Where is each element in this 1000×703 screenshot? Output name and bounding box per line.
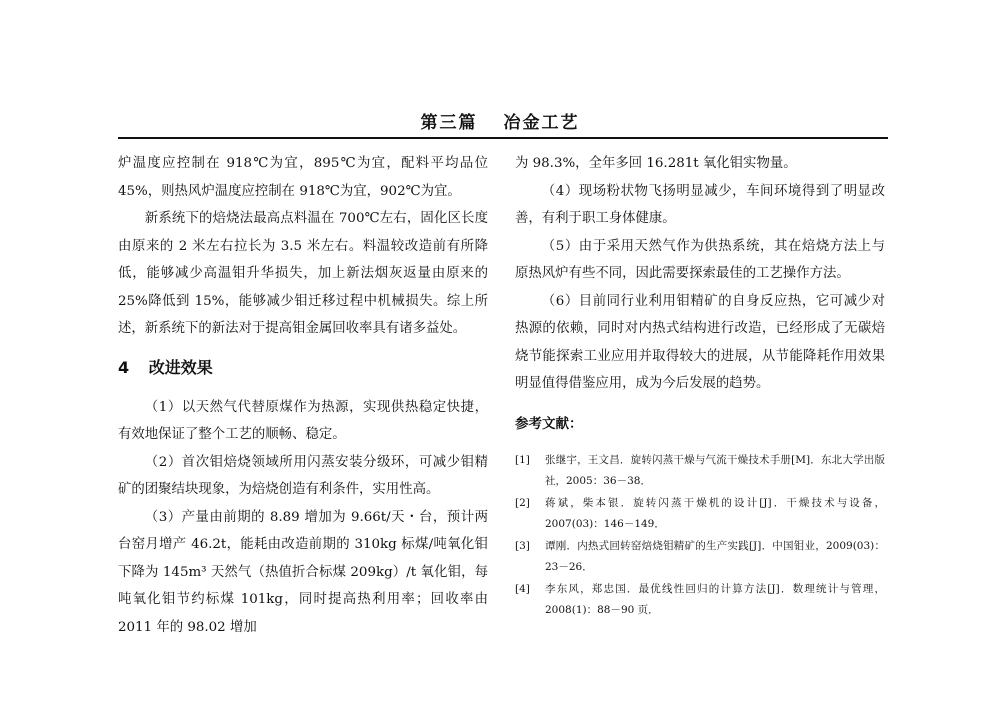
references-heading: 参考文献： [515,415,583,432]
reference-item [515,536,885,578]
paragraph: （4）现场粉状物飞扬明显减少，车间环境得到了明显改善，有利于职工身体健康。 [515,183,885,226]
paragraph: （5）由于采用天然气作为供热系统，其在焙烧方法上与原热风炉有些不同，因此需要探索最佳的工艺操作方法。 [515,238,885,281]
reference-index: [1] [515,453,530,466]
left-column [118,150,488,641]
reference-item [515,579,885,621]
references-list [515,450,885,621]
page-header [0,108,1000,133]
paragraph: （3）产量由前期的 8.89 增加为 9.66t/天・台，预计两台窑月增产 46.2t，能耗由改造前期的 310kg 标煤/吨氧化钼下降为 145m³ 天然气（热值折合标煤 209kg）/t 氧化钼，每吨氧化钼节约标煤 101kg，同时提高热利用率；回收率由 2011 年的 98.02 增加 [118,509,488,635]
header-part: 第三篇 [420,113,478,133]
reference-text: 谭刚．内热式回转窑焙烧钼精矿的生产实践[J]．中国钼业，2009(03)：23－26． [545,539,885,573]
reference-text: 李东风，郑忠国．最优线性回归的计算方法[J]．数理统计与管理，2008(1)：88－90 页． [545,582,885,616]
reference-item [515,493,885,535]
header-divider [118,137,888,139]
paragraph: （6）目前同行业利用钼精矿的自身反应热，它可减少对热源的依赖，同时对内热式结构进行改造，已经形成了无碳焙烧节能探索工业应用并取得较大的进展，从节能降耗作用效果明显值得借鉴应用，成为今后发展的趋势。 [515,293,885,391]
reference-index: [2] [515,496,530,509]
paragraph: （1）以天然气代替原煤作为热源，实现供热稳定快捷，有效地保证了整个工艺的顺畅、稳定。 [118,399,488,442]
reference-text: 蒋斌，柴本银．旋转闪蒸干燥机的设计[J]．干燥技术与设备，2007(03)：146－149． [545,496,885,530]
paragraph: 新系统下的焙烧法最高点料温在 700℃左右，固化区长度由原来的 2 米左右拉长为 3.5 米左右。料温较改造前有所降低，能够减少高温钼升华损失，加上新法烟灰返量由原来的 25%降低到 15%，能够减少钼迁移过程中机械损失。综上所述，新系统下的新法对于提高钼金属回收率具有诸多益处。 [118,211,488,336]
reference-item [515,450,885,492]
section-number: 4 [118,357,130,377]
paragraph: 炉温度应控制在 918℃为宜，895℃为宜，配料平均品位 45%，则热风炉温度应控制在 918℃为宜，902℃为宜。 [118,156,488,199]
right-column [515,150,885,622]
reference-index: [3] [515,539,530,552]
section-title: 改进效果 [148,357,213,377]
header-title: 冶金工艺 [503,113,580,133]
reference-text: 张继宇，王文昌．旋转闪蒸干燥与气流干燥技术手册[M]．东北大学出版社，2005：36－38． [545,453,885,487]
section-heading [118,355,488,378]
paragraph: 为 98.3%，全年多回 16.281t 氧化钼实物量。 [515,156,797,171]
paragraph: （2）首次钼焙烧领域所用闪蒸安装分级环，可减少钼精矿的团聚结块现象，为焙烧创造有利条件，实用性高。 [118,454,488,497]
reference-index: [4] [515,582,530,595]
